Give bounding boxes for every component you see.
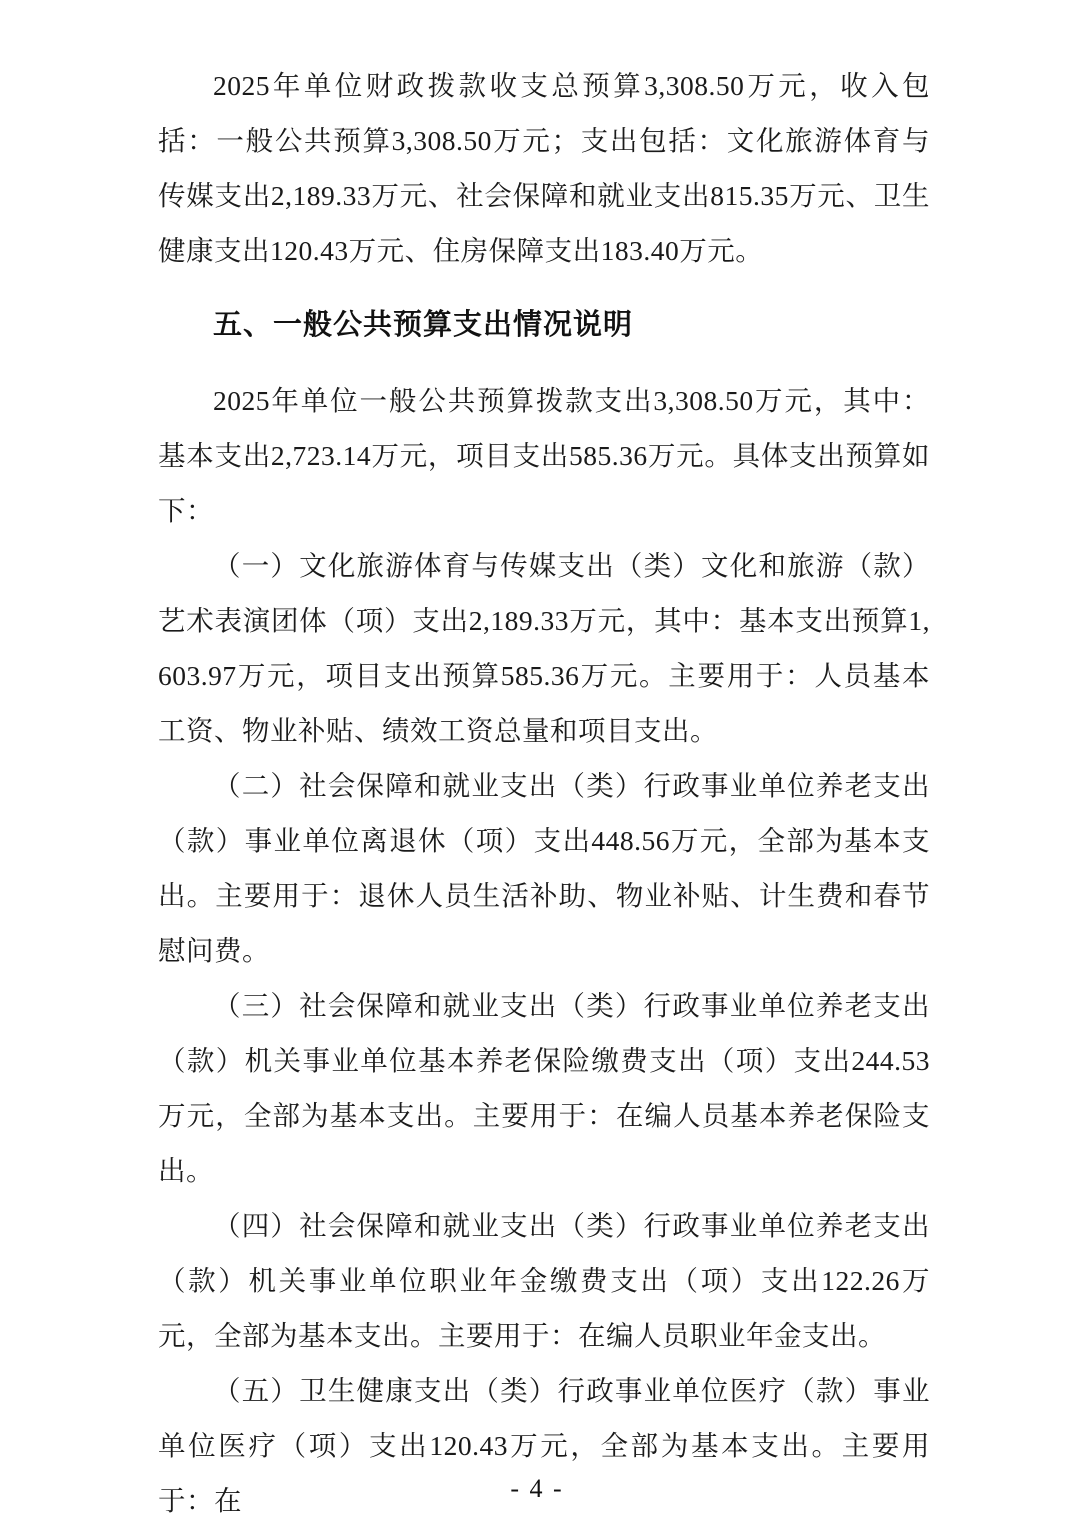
- paragraph-expenditure-overview: 2025年单位一般公共预算拨款支出3,308.50万元，其中：基本支出2,723.14万元，项目支出585.36万元。具体支出预算如下：: [158, 385, 930, 526]
- page-number: - 4 -: [510, 1474, 564, 1503]
- paragraph-item-2-retirement-expenditure: （二）社会保障和就业支出（类）行政事业单位养老支出（款）事业单位离退休（项）支出448.56万元，全部为基本支出。主要用于：退休人员生活补助、物业补贴、计生费和春节慰问费。: [158, 770, 930, 966]
- paragraph-item-3-basic-pension-insurance: （三）社会保障和就业支出（类）行政事业单位养老支出（款）机关事业单位基本养老保险缴费支出（项）支出244.53万元，全部为基本支出。主要用于：在编人员基本养老保险支出。: [158, 990, 930, 1186]
- section-heading-general-public-budget-expenditure: 五、一般公共预算支出情况说明: [213, 309, 634, 341]
- paragraph-item-4-occupational-annuity: （四）社会保障和就业支出（类）行政事业单位养老支出（款）机关事业单位职业年金缴费支出（项）支出122.26万元，全部为基本支出。主要用于：在编人员职业年金支出。: [158, 1210, 930, 1351]
- paragraph-item-1-culture-tourism-sports-media: （一）文化旅游体育与传媒支出（类）文化和旅游（款）艺术表演团体（项）支出2,189.33万元，其中：基本支出预算1,603.97万元，项目支出预算585.36万元。主要用于：人员基本工资、物业补贴、绩效工资总量和项目支出。: [158, 550, 930, 746]
- paragraph-item-5-health-expenditure: （五）卫生健康支出（类）行政事业单位医疗（款）事业单位医疗（项）支出120.43万元，全部为基本支出。主要用于：在: [158, 1375, 930, 1516]
- paragraph-fiscal-appropriation-overview: 2025年单位财政拨款收支总预算3,308.50万元，收入包括：一般公共预算3,308.50万元；支出包括：文化旅游体育与传媒支出2,189.33万元、社会保障和就业支出815.35万元、卫生健康支出120.43万元、住房保障支出183.40万元。: [158, 70, 930, 266]
- document-body: [158, 58, 930, 1520]
